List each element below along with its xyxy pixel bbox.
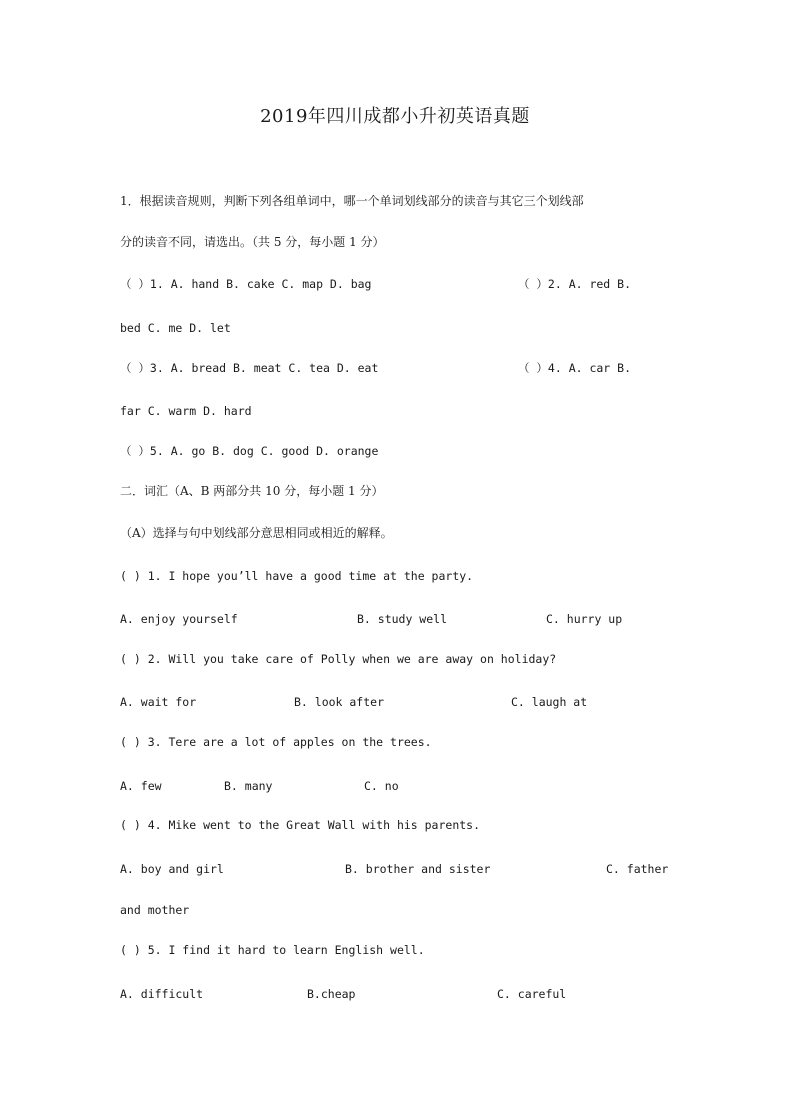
- s2-q4-option-c: C. father: [606, 862, 669, 876]
- section1-heading-line1: 1．根据读音规则，判断下列各组单词中，哪一个单词划线部分的读音与其它三个划线部: [120, 194, 584, 208]
- section2-heading: 二．词汇（A、B 两部分共 10 分，每小题 1 分）: [120, 484, 384, 498]
- s2-q4-option-b: B. brother and sister: [345, 862, 491, 876]
- s1-question-4-end: far C. warm D. hard: [120, 404, 252, 418]
- s1-question-2-end: bed C. me D. let: [120, 321, 231, 335]
- s1-question-3: （ ）3. A. bread B. meat C. tea D. eat: [120, 361, 379, 375]
- s2-q3-option-c: C. no: [364, 779, 399, 793]
- s1-question-2-start: （ ）2. A. red B.: [518, 277, 632, 291]
- page-title: 2019年四川成都小升初英语真题: [260, 106, 530, 127]
- s2-q5-option-a: A. difficult: [120, 987, 204, 1001]
- s2-q3-option-a: A. few: [120, 779, 162, 793]
- s2-q4-option-c-continued: and mother: [120, 903, 190, 917]
- s2-question-4: ( ) 4. Mike went to the Great Wall with his parents.: [120, 818, 481, 832]
- s2-q3-option-b: B. many: [224, 779, 273, 793]
- s2-question-2: ( ) 2. Will you take care of Polly when we are away on holiday?: [120, 652, 557, 666]
- s2-q1-option-a: A. enjoy yourself: [120, 612, 238, 626]
- s2-question-1: ( ) 1. I hope you’ll have a good time at the party.: [120, 569, 474, 583]
- s2-q2-option-b: B. look after: [294, 695, 385, 709]
- s1-question-5: （ ）5. A. go B. dog C. good D. orange: [120, 444, 379, 458]
- s2-q1-option-c: C. hurry up: [546, 612, 623, 626]
- s1-question-1: （ ）1. A. hand B. cake C. map D. bag: [120, 277, 372, 291]
- section2-part-a: （A）选择与句中划线部分意思相同或相近的解释。: [120, 526, 393, 540]
- s2-q5-option-c: C. careful: [497, 987, 567, 1001]
- s2-q2-option-a: A. wait for: [120, 695, 197, 709]
- s2-q1-option-b: B. study well: [357, 612, 448, 626]
- s2-question-3: ( ) 3. Tere are a lot of apples on the trees.: [120, 735, 432, 749]
- s2-q5-option-b: B.cheap: [307, 987, 356, 1001]
- section1-heading-line2: 分的读音不同，请选出。（共 5 分，每小题 1 分）: [120, 235, 385, 249]
- s2-q2-option-c: C. laugh at: [511, 695, 588, 709]
- s1-question-4-start: （ ）4. A. car B.: [518, 361, 632, 375]
- s2-q4-option-a: A. boy and girl: [120, 862, 224, 876]
- s2-question-5: ( ) 5. I find it hard to learn English well.: [120, 943, 425, 957]
